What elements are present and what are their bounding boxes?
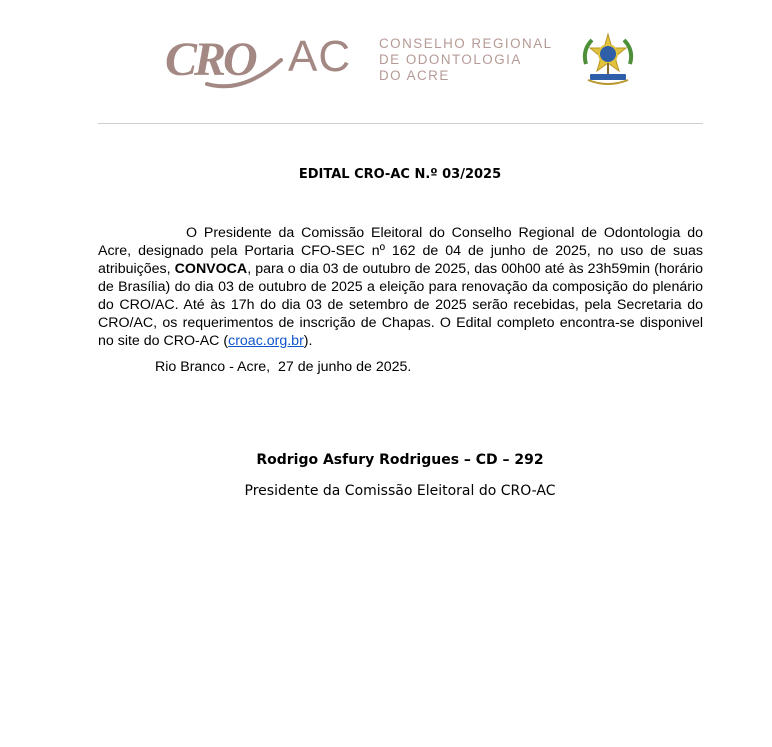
site-link[interactable]: croac.org.br — [228, 333, 304, 349]
document-body — [98, 224, 703, 350]
place-and-date: Rio Branco - Acre, 27 de junho de 2025. — [155, 359, 412, 375]
header-divider — [98, 123, 703, 124]
body-text-part: ). — [303, 333, 313, 349]
document-title: EDITAL CRO-AC N.º 03/2025 — [298, 167, 502, 182]
signer-name: Rodrigo Asfury Rodrigues – CD – 292 — [256, 452, 544, 468]
body-emphasis: CONVOCA — [174, 261, 248, 277]
signer-role: Presidente da Comissão Eleitoral do CRO-AC — [244, 483, 556, 499]
org-name-line: DO ACRE — [379, 68, 450, 83]
org-name-line: CONSELHO REGIONAL — [379, 36, 553, 51]
body-text-part: O Presidente da Comissão Eleitoral do Conselho Regional de Odontologia do Acre, designado pela Portaria CFO-SEC nº 162 de 04 de junho de 2025, no uso de suas atribuições, — [98, 225, 703, 277]
brazil-coat-of-arms-icon — [578, 30, 638, 90]
cro-logo — [163, 30, 285, 92]
letterhead — [0, 0, 772, 120]
cro-logo-text: CRO — [165, 33, 255, 86]
organization-name — [379, 36, 574, 84]
org-name-line: DE ODONTOLOGIA — [379, 52, 522, 67]
body-text-part: , para o dia 03 de outubro de 2025, das 00h00 até às 23h59min (horário de Brasília) do dia 03 de outubro de 2025 a eleição para renovação da composição do plenário do CRO/AC. Até às 17h do dia 03 de setembro de 2025 serão recebidas, pela Secretaria do CRO/AC, os requerimentos de inscrição de Chapas. O Edital completo encontra-se disponivel no site do CRO-AC ( — [98, 261, 703, 349]
logo-ac-text: AC — [288, 32, 352, 81]
